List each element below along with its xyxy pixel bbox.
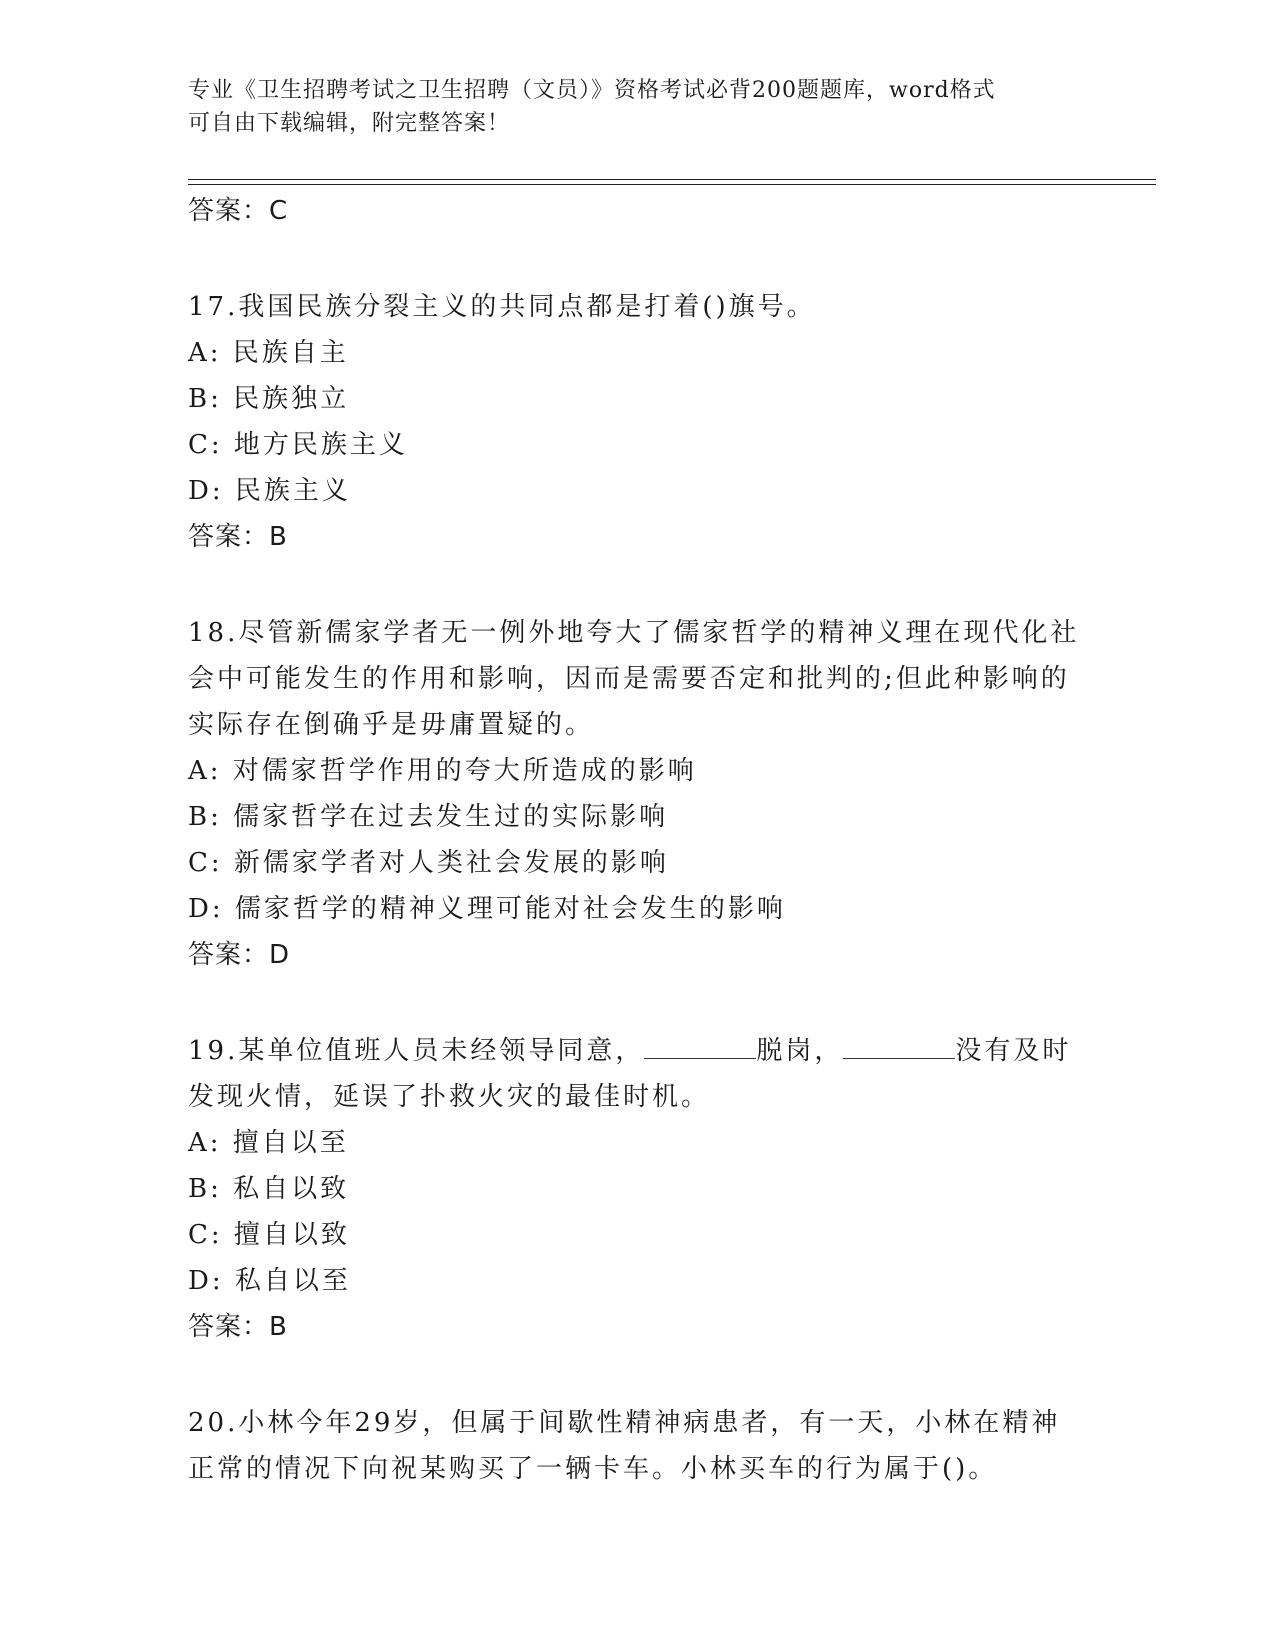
question-19-answer: 答案：B xyxy=(188,1312,288,1342)
question-18-stem-line-3: 实际存在倒确乎是毋庸置疑的。 xyxy=(188,710,595,740)
header-line-1: 专业《卫生招聘考试之卫生招聘（文员）》资格考试必背200题题库，word格式 xyxy=(188,78,996,103)
question-19-option-d: D: 私自以至 xyxy=(188,1266,351,1296)
question-17-option-d: D: 民族主义 xyxy=(188,476,351,506)
answer-16: 答案：C xyxy=(188,196,289,226)
header-rule-top xyxy=(188,179,1156,180)
question-17-stem: 17.我国民族分裂主义的共同点都是打着()旗号。 xyxy=(188,292,816,322)
question-19-option-c: C: 擅自以致 xyxy=(188,1220,350,1250)
document-body xyxy=(188,188,1088,1492)
fill-blank-2 xyxy=(843,1032,955,1059)
question-18-answer: 答案：D xyxy=(188,940,291,970)
question-18-option-d: D: 儒家哲学的精神义理可能对社会发生的影响 xyxy=(188,894,786,924)
question-17-option-a: A: 民族自主 xyxy=(188,338,349,368)
question-20-stem-line-1: 20.小林今年29岁，但属于间歇性精神病患者，有一天，小林在精神 xyxy=(188,1408,1061,1438)
question-19 xyxy=(188,1028,1088,1350)
question-17-option-b: B: 民族独立 xyxy=(188,384,350,414)
question-20 xyxy=(188,1400,1088,1492)
question-17-option-c: C: 地方民族主义 xyxy=(188,430,408,460)
question-18-stem-line-2: 会中可能发生的作用和影响，因而是需要否定和批判的;但此种影响的 xyxy=(188,664,1070,694)
document-header xyxy=(188,74,1068,140)
question-19-option-b: B: 私自以致 xyxy=(188,1174,350,1204)
question-18-option-c: C: 新儒家学者对人类社会发展的影响 xyxy=(188,848,669,878)
question-18 xyxy=(188,610,1088,978)
question-19-option-a: A: 擅自以至 xyxy=(188,1128,349,1158)
question-17-answer: 答案：B xyxy=(188,522,288,552)
question-20-stem-line-2: 正常的情况下向祝某购买了一辆卡车。小林买车的行为属于()。 xyxy=(188,1454,998,1484)
question-19-stem-part-3: 没有及时 xyxy=(955,1036,1072,1066)
header-line-2: 可自由下载编辑，附完整答案！ xyxy=(188,111,511,136)
header-rule-bottom xyxy=(188,184,1156,185)
question-19-stem-part-1: 19.某单位值班人员未经领导同意， xyxy=(188,1036,645,1066)
question-18-option-a: A: 对儒家哲学作用的夸大所造成的影响 xyxy=(188,756,697,786)
question-18-stem-line-1: 18.尽管新儒家学者无一例外地夸大了儒家哲学的精神义理在现代化社 xyxy=(188,618,1080,648)
question-19-stem-line-1 xyxy=(188,1028,1088,1074)
fill-blank-1 xyxy=(644,1032,756,1059)
question-17 xyxy=(188,284,1088,560)
question-19-stem-line-2: 发现火情，延误了扑救火灾的最佳时机。 xyxy=(188,1082,711,1112)
question-19-stem-part-2: 脱岗， xyxy=(756,1036,844,1066)
question-18-option-b: B: 儒家哲学在过去发生过的实际影响 xyxy=(188,802,669,832)
